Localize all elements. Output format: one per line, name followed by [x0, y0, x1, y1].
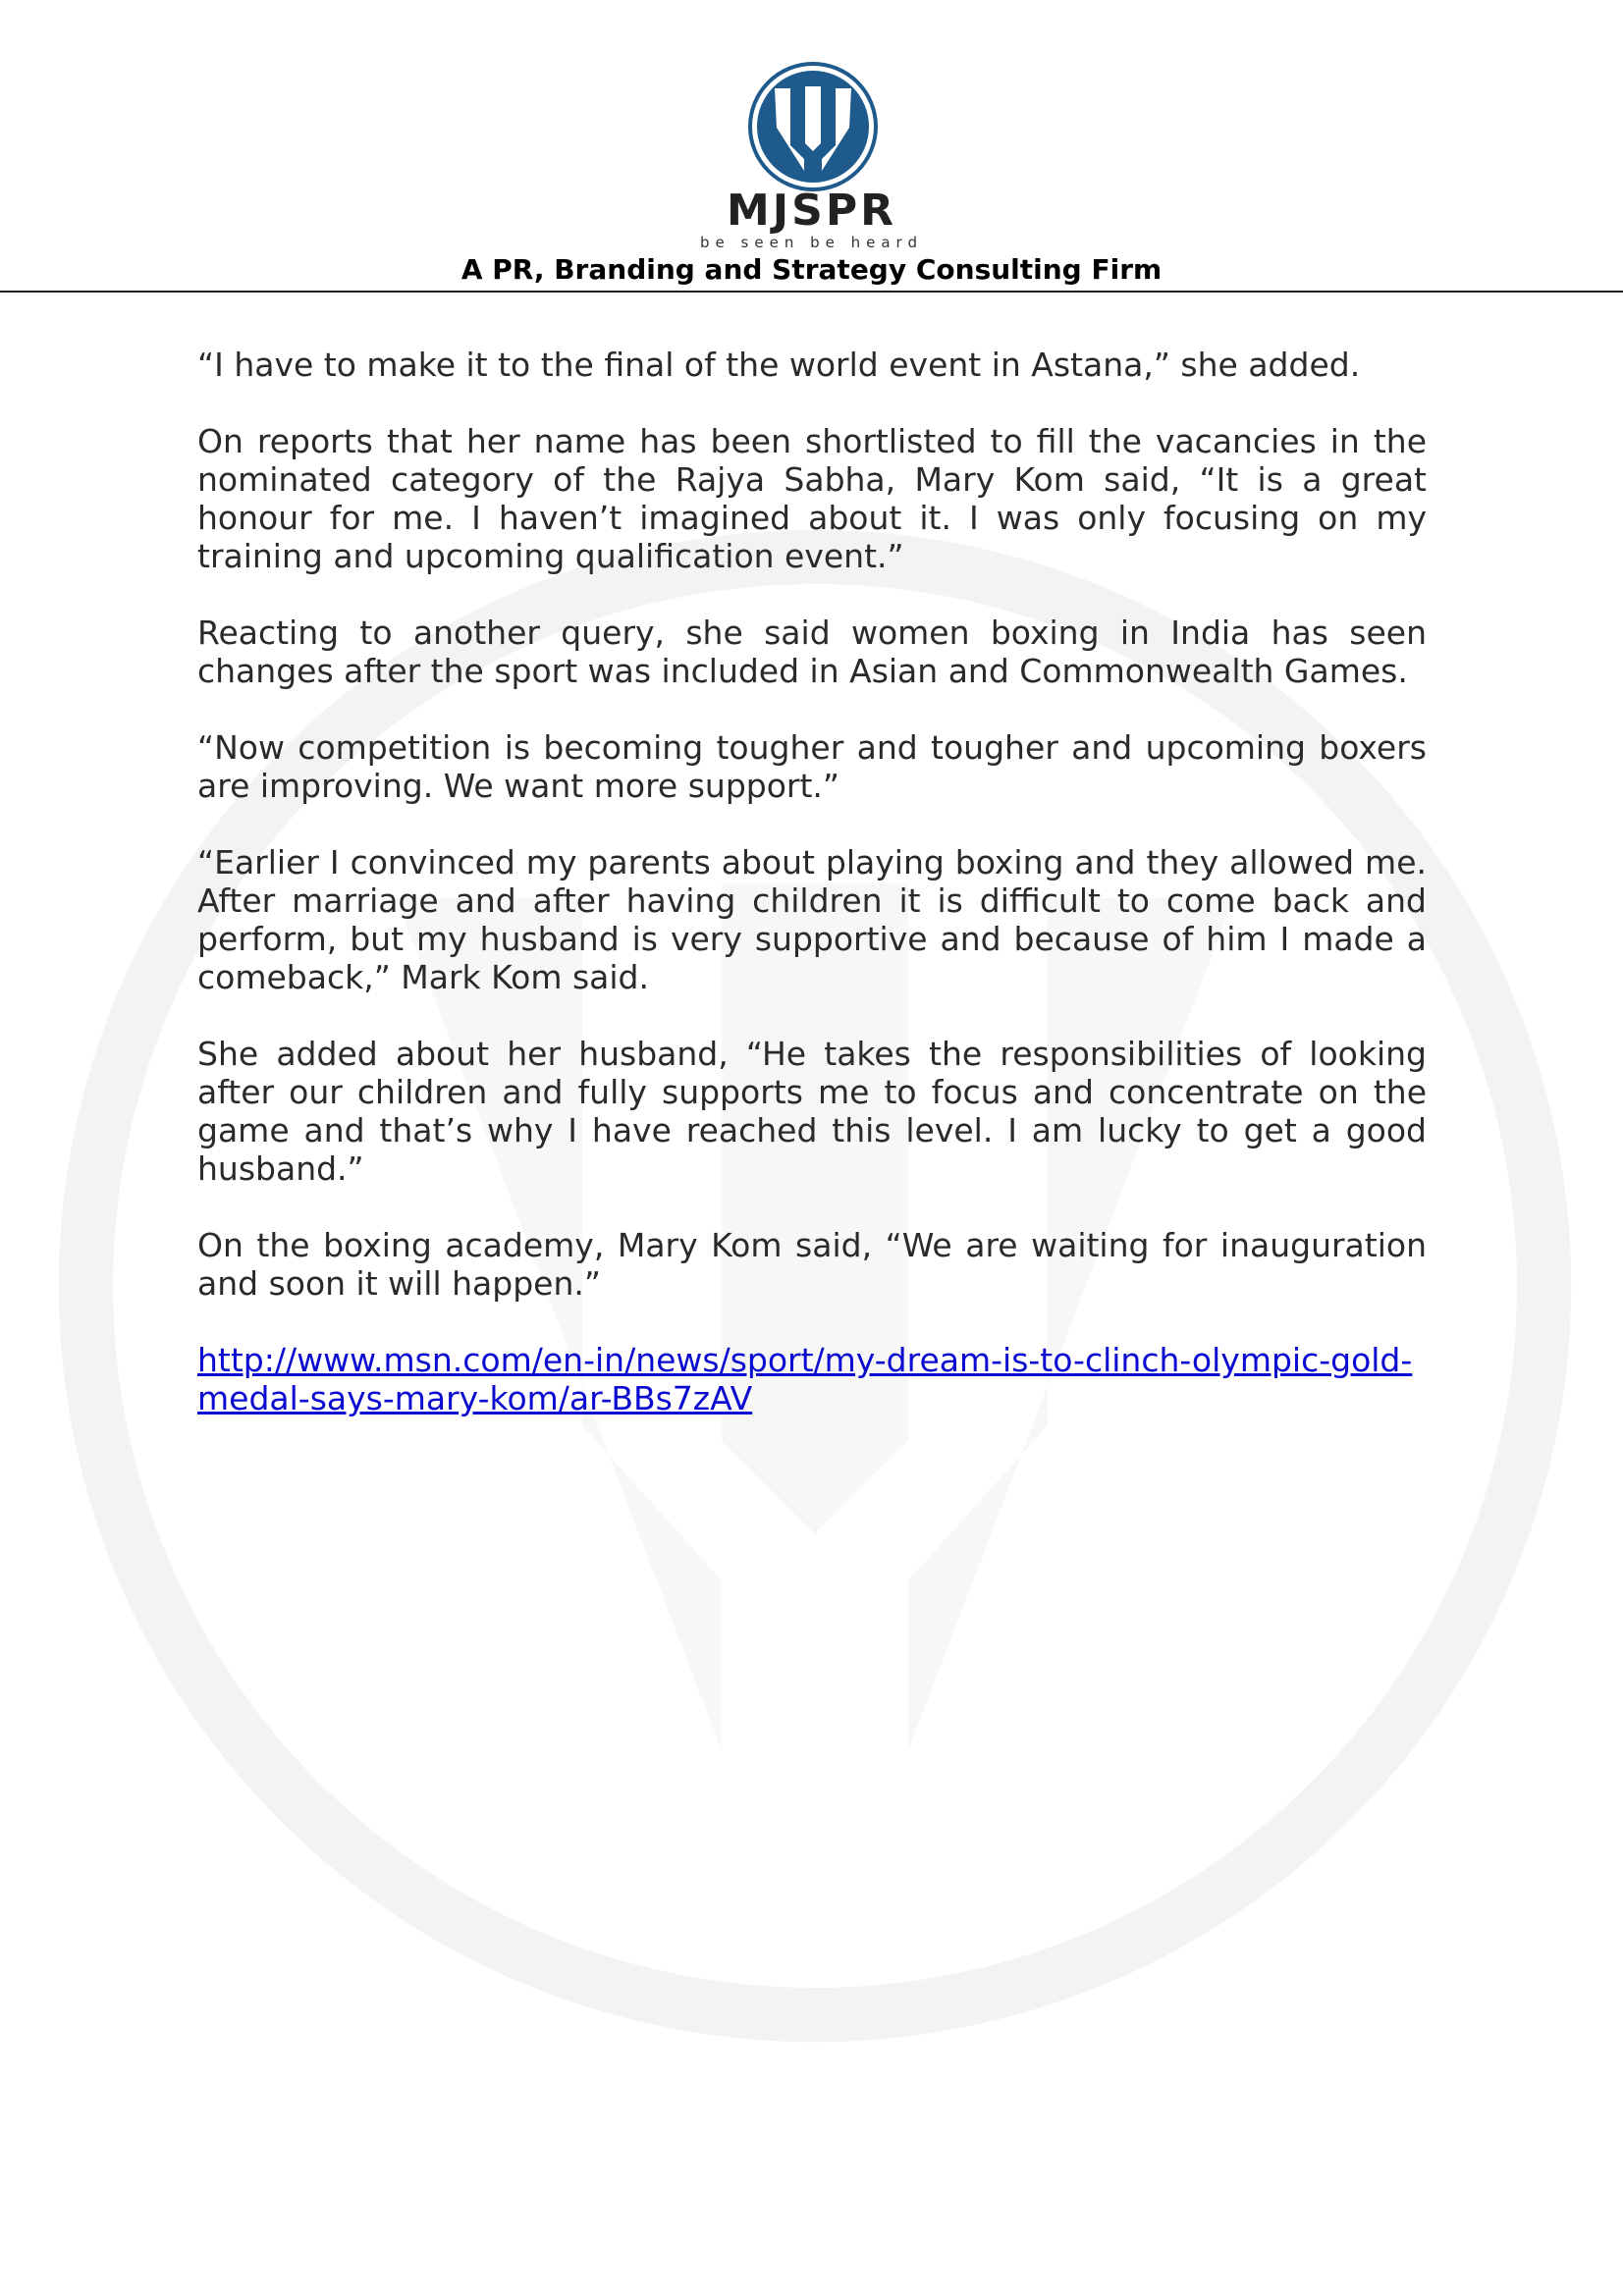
- header-divider: [0, 291, 1623, 293]
- source-link[interactable]: http://www.msn.com/en-in/news/sport/my-dream-is-to-clinch-olympic-gold-medal-says-mary-kom/ar-BBs7zAV: [197, 1341, 1413, 1417]
- firm-subtitle: A PR, Branding and Strategy Consulting Firm: [460, 253, 1163, 286]
- article-paragraph: She added about her husband, “He takes the responsibilities of looking after our children and fully supports me to focus and concentrate on the game and that’s why I have reached this level. I am lucky to get a good husband.”: [197, 1035, 1427, 1188]
- article-paragraph: “Earlier I convinced my parents about playing boxing and they allowed me. After marriage and after having children it is difficult to come back and perform, but my husband is very supportive and because of him I made a comeback,” Mark Kom said.: [197, 843, 1427, 996]
- mjspr-emblem-icon: [747, 61, 879, 192]
- article-paragraph: On the boxing academy, Mary Kom said, “We are waiting for inauguration and soon it will happen.”: [197, 1226, 1427, 1303]
- article-body: [197, 346, 1427, 1456]
- article-paragraph: “I have to make it to the final of the world event in Astana,” she added.: [197, 346, 1361, 384]
- article-paragraph: Reacting to another query, she said women boxing in India has seen changes after the sport was included in Asian and Commonwealth Games.: [197, 614, 1427, 690]
- source-paragraph: [197, 1341, 1427, 1417]
- logo-tagline: be seen be heard: [700, 234, 923, 251]
- letterhead: [0, 0, 1623, 293]
- article-paragraph: On reports that her name has been shortlisted to fill the vacancies in the nominated category of the Rajya Sabha, Mary Kom said, “It is a great honour for me. I haven’t imagined about it. I was only focusing on my training and upcoming qualification event.”: [197, 422, 1427, 575]
- logo-wordmark: MJSPR: [727, 186, 896, 236]
- article-paragraph: “Now competition is becoming tougher and tougher and upcoming boxers are improving. We want more support.”: [197, 728, 1427, 805]
